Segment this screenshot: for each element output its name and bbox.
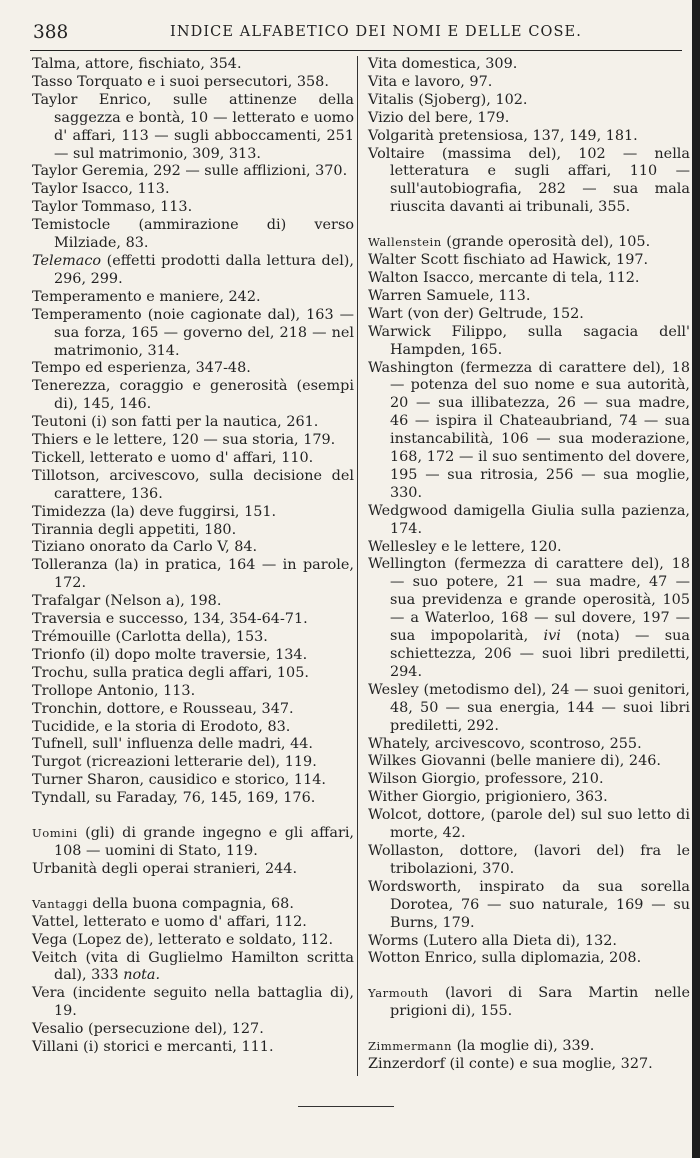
entry-text: Wesley (metodismo del), 24 — suoi genitori, 48, 50 — sua energia, 144 — suoi libri prediletti, 292. <box>368 681 690 734</box>
entry-text: della buona compagnia, 68. <box>87 895 294 912</box>
index-entry <box>32 1021 354 1039</box>
entry-text: Wolcot, dottore, (parole del) sul suo letto di morte, 42. <box>368 807 690 842</box>
page-header <box>30 22 670 48</box>
index-entry <box>368 539 690 557</box>
index-entry <box>368 503 690 539</box>
index-entry <box>32 719 354 737</box>
entry-text: Trafalgar (Nelson a), 198. <box>32 593 222 610</box>
entry-text: Voltaire (massima del), 102 — nella letteratura e sugli affari, 110 — sull'autobiografia, 282 — sua mala riuscita davanti ai tribunali, 355. <box>368 145 690 216</box>
index-entry <box>368 556 690 681</box>
entry-text: Trémouille (Carlotta della), 153. <box>32 629 268 645</box>
entry-text: Walter Scott fischiato ad Hawick, 197. <box>368 252 649 269</box>
index-entry <box>32 701 354 719</box>
entry-text: Temperamento (noie cagionate dal), 163 — sua forza, 165 — governo del, 218 — nel matrimonio, 314. <box>32 306 354 359</box>
index-entry <box>368 879 690 933</box>
entry-text: Vega (Lopez de), letterato e soldato, 112. <box>32 931 334 948</box>
index-entry <box>368 682 690 736</box>
index-entry <box>32 163 354 181</box>
entry-text: Trochu, sulla pratica degli affari, 105. <box>32 664 309 681</box>
entry-text: Tronchin, dottore, e Rousseau, 347. <box>32 700 294 717</box>
entry-text: Tillotson, arcivescovo, sulla decisione del carattere, 136. <box>32 467 354 502</box>
index-entry <box>32 360 354 378</box>
index-entry <box>32 932 354 950</box>
entry-small-caps-heading: Wallenstein <box>368 235 442 250</box>
entry-italic-title: Telemaco <box>32 252 102 269</box>
index-entry <box>32 593 354 611</box>
index-entry <box>368 74 690 92</box>
entry-text: Veitch (vita di Guglielmo Hamilton scritta dal), 333 <box>32 949 354 984</box>
index-entry <box>32 557 354 593</box>
index-entry <box>32 307 354 361</box>
index-entry <box>32 468 354 504</box>
entry-text: (lavori di Sara Martin nelle prigioni di), 155. <box>390 985 690 1020</box>
entry-text: Wellington (fermezza di carattere del), 18 — suo potere, 21 — sua madre, 47 — sua previdenza e grande operosità, 105 — a Waterloo, 168 — sul dovere, 197 — sua impopolarità, <box>368 556 690 645</box>
index-entry <box>368 933 690 951</box>
index-entry <box>368 252 690 270</box>
page-edge-shadow <box>692 0 700 1158</box>
entry-text: Tyndall, su Faraday, 76, 145, 169, 176. <box>32 790 316 807</box>
entry-text: Taylor Geremia, 292 — sulle afflizioni, 370. <box>32 163 348 180</box>
index-entry <box>368 771 690 789</box>
index-entry <box>32 74 354 92</box>
running-title: INDICE ALFABETICO DEI NOMI E DELLE COSE. <box>170 24 582 40</box>
entry-text: Turgot (ricreazioni letterarie del), 119. <box>32 754 317 771</box>
entry-text: Tolleranza (la) in pratica, 164 — in parole, 172. <box>32 557 354 592</box>
entry-text: (gli) di grande ingegno e gli affari, 108 — uomini di Stato, 119. <box>54 825 354 859</box>
entry-text: Tucidide, e la storia di Erodoto, 83. <box>32 718 291 735</box>
index-entry <box>368 789 690 807</box>
entry-text: Volgarità pretensiosa, 137, 149, 181. <box>368 127 638 144</box>
index-entry <box>368 270 690 288</box>
index-entry <box>368 306 690 324</box>
entry-text-continued: (nota) — sua schiettezza, 206 — suoi libri prediletti, 294. <box>390 628 691 680</box>
entry-text: Temistocle (ammirazione di) verso Milziade, 83. <box>32 217 354 252</box>
entry-text: Worms (Lutero alla Dieta di), 132. <box>368 932 617 949</box>
page-number: 388 <box>33 22 69 43</box>
index-entry <box>32 611 354 629</box>
index-entry <box>32 825 354 861</box>
entry-small-caps-heading: Zimmermann <box>368 1039 452 1054</box>
index-entry <box>32 199 354 217</box>
entry-text: Vitalis (Sjoberg), 102. <box>368 91 528 108</box>
entry-text: Tasso Torquato e i suoi persecutori, 358. <box>32 73 329 90</box>
index-entry <box>32 914 354 932</box>
index-entry <box>32 772 354 790</box>
index-entry <box>368 324 690 360</box>
entry-text: Talma, attore, fischiato, 354. <box>32 56 242 72</box>
entry-text: Villani (i) storici e mercanti, 111. <box>32 1039 274 1056</box>
entry-text: Washington (fermezza di carattere del), 18 — potenza del suo nome e sua autorità, 20 — sua illibatezza, 26 — sua madre, 46 — ispira il Chateaubriand, 74 — sua instancabilità, 106 — sua moderazione, 168, 172 — il suo sentimento del dovere, 195 — sua ritrosia, 256 — sua moglie, 330. <box>368 359 690 501</box>
entry-text: Thiers e le lettere, 120 — sua storia, 179. <box>32 432 336 449</box>
index-entry <box>32 289 354 307</box>
index-entry <box>368 807 690 843</box>
index-entry <box>32 92 354 164</box>
index-entry <box>368 1056 690 1074</box>
index-entry <box>32 629 354 647</box>
index-entry <box>32 861 354 879</box>
header-rule <box>30 50 682 51</box>
index-entry <box>32 56 354 74</box>
entry-text: Wotton Enrico, sulla diplomazia, 208. <box>368 950 642 967</box>
entry-text: Taylor Tommaso, 113. <box>32 199 193 216</box>
index-entry <box>32 896 354 914</box>
entry-small-caps-heading: Vantaggi <box>32 896 88 911</box>
entry-italic-word: ivi <box>543 628 561 645</box>
entry-text: (effetti prodotti dalla lettura del), 296, 299. <box>54 252 354 287</box>
index-entry <box>368 110 690 128</box>
entry-text: Tufnell, sull' influenza delle madri, 44. <box>32 736 313 753</box>
index-entry <box>32 1039 354 1057</box>
entry-italic-note: nota. <box>123 967 161 984</box>
entry-text: Wedgwood damigella Giulia sulla pazienza, 174. <box>368 502 690 537</box>
entry-text: Temperamento e maniere, 242. <box>32 288 261 305</box>
index-entry <box>32 647 354 665</box>
entry-text: Timidezza (la) deve fuggirsi, 151. <box>32 503 277 520</box>
entry-text: Vita domestica, 309. <box>368 56 518 72</box>
index-entry <box>368 1038 690 1056</box>
entry-text: Wither Giorgio, prigioniero, 363. <box>368 789 608 806</box>
entry-text: Walton Isacco, mercante di tela, 112. <box>368 269 640 286</box>
index-entry <box>32 378 354 414</box>
entry-text: Wilson Giorgio, professore, 210. <box>368 771 604 788</box>
index-entry <box>32 450 354 468</box>
index-entry <box>32 736 354 754</box>
entry-text: Tiziano onorato da Carlo V, 84. <box>32 539 258 556</box>
index-entry <box>32 414 354 432</box>
entry-text: Trionfo (il) dopo molte traversie, 134. <box>32 646 308 663</box>
index-entry <box>32 754 354 772</box>
entry-text: Vita e lavoro, 97. <box>368 73 493 90</box>
index-entry <box>368 128 690 146</box>
index-entry <box>368 288 690 306</box>
index-entry <box>32 683 354 701</box>
index-entry <box>32 432 354 450</box>
index-entry <box>32 522 354 540</box>
entry-text: Urbanità degli operai stranieri, 244. <box>32 860 298 877</box>
index-entry <box>368 360 690 503</box>
index-entry <box>32 539 354 557</box>
index-entry <box>32 985 354 1021</box>
footer-rule <box>298 1106 394 1107</box>
index-entry <box>368 56 690 74</box>
entry-text: (grande operosità del), 105. <box>441 234 651 251</box>
entry-text: Taylor Enrico, sulle attinenze della saggezza e bontà, 10 — letterato e uomo d' affari, 113 — sugli abboccamenti, 251 — sul matrimonio, 309, 313. <box>32 91 354 162</box>
index-column-right <box>368 56 690 1074</box>
index-entry <box>368 950 690 968</box>
index-entry <box>32 181 354 199</box>
index-entry <box>368 753 690 771</box>
entry-text: Tempo ed esperienza, 347-48. <box>32 360 251 377</box>
index-entry <box>32 253 354 289</box>
entry-text: (la moglie di), 339. <box>452 1038 595 1055</box>
entry-text: Trollope Antonio, 113. <box>32 682 196 699</box>
entry-small-caps-heading: Uomini <box>32 826 78 841</box>
entry-text: Taylor Isacco, 113. <box>32 181 170 198</box>
index-entry <box>368 843 690 879</box>
index-entry <box>368 736 690 754</box>
entry-text: Warwick Filippo, sulla sagacia dell' Hampden, 165. <box>368 323 690 358</box>
entry-text: Wilkes Giovanni (belle maniere di), 246. <box>368 753 661 770</box>
index-entry <box>368 146 690 218</box>
entry-text: Vera (incidente seguito nella battaglia di), 19. <box>32 985 354 1020</box>
entry-text: Wellesley e le lettere, 120. <box>368 538 562 555</box>
column-divider <box>357 56 358 1076</box>
index-entry <box>368 234 690 252</box>
entry-text: Vesalio (persecuzione del), 127. <box>32 1021 264 1038</box>
entry-text: Vattel, letterato e uomo d' affari, 112. <box>32 913 307 930</box>
entry-text: Vizio del bere, 179. <box>368 109 510 126</box>
entry-text: Wart (von der) Geltrude, 152. <box>368 305 584 322</box>
entry-text: Wordsworth, inspirato da sua sorella Dorotea, 76 — suo naturale, 169 — su Burns, 179. <box>368 878 690 931</box>
entry-text: Whately, arcivescovo, scontroso, 255. <box>368 735 642 752</box>
index-entry <box>32 504 354 522</box>
entry-text: Turner Sharon, causidico e storico, 114. <box>32 772 326 789</box>
index-entry <box>368 985 690 1021</box>
index-column-left <box>32 56 354 1057</box>
index-entry <box>32 950 354 986</box>
entry-text: Tickell, letterato e uomo d' affari, 110. <box>32 449 314 466</box>
entry-text: Traversia e successo, 134, 354-64-71. <box>32 611 308 628</box>
entry-text: Teutoni (i) son fatti per la nautica, 261. <box>32 414 319 431</box>
entry-text: Tenerezza, coraggio e generosità (esempi di), 145, 146. <box>32 378 354 413</box>
index-entry <box>32 790 354 808</box>
index-entry <box>32 217 354 253</box>
index-entry <box>368 92 690 110</box>
index-entry <box>32 665 354 683</box>
entry-text: Tirannia degli appetiti, 180. <box>32 521 237 538</box>
entry-text: Wollaston, dottore, (lavori del) fra le tribolazioni, 370. <box>368 842 690 877</box>
entry-text: Zinzerdorf (il conte) e sua moglie, 327. <box>368 1056 653 1073</box>
entry-small-caps-heading: Yarmouth <box>368 986 429 1001</box>
entry-text: Warren Samuele, 113. <box>368 287 531 304</box>
